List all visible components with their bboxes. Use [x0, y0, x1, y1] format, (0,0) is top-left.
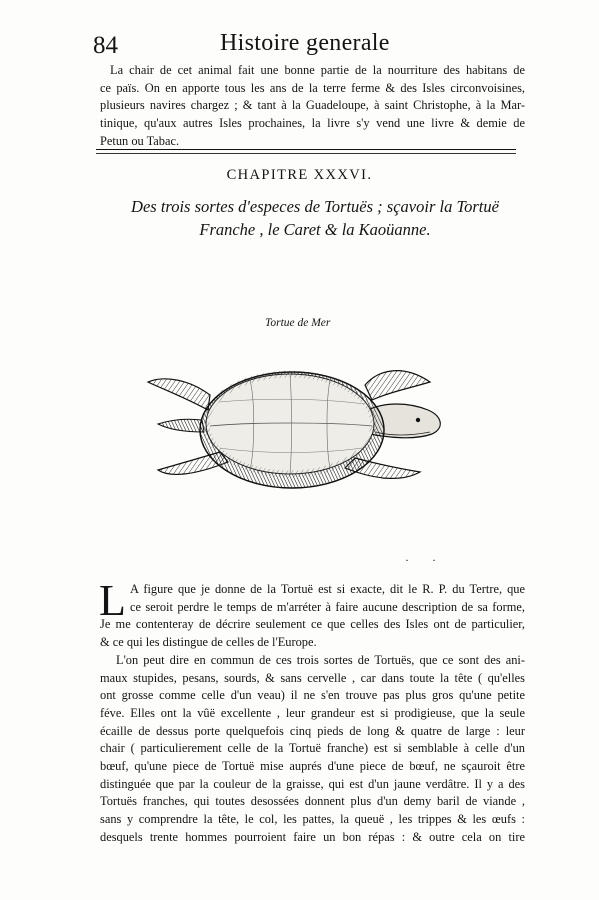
text-line: ce païs. On en apporte tous les ans de la terre ferme & des Isles circonvoisines,	[100, 80, 525, 95]
text-line: sans y comprendre la tête, le col, les pattes, la queuë , les trippes & les œufs :	[100, 812, 525, 827]
text-line: chair ( particulierement celle de la Tortuë franche) est si semblable à celle d'un	[100, 741, 525, 756]
text-line: tinique, qu'aux autres Isles prochaines, la livre s'y vend une livre & demie de	[100, 116, 525, 131]
text-line: écaille de dessus porte quelquefois cinq pieds de long & quatre de large : leur	[100, 723, 525, 738]
section-rule	[96, 149, 516, 150]
text-line: & ce qui les distingue de celles de l'Europe.	[100, 635, 317, 650]
figure-caption: Tortue de Mer	[265, 317, 331, 329]
text-line: Petun ou Tabac.	[100, 133, 180, 148]
text-line: distinguée que par la couleur de la graisse, qui est d'un jaune verdâtre. Il y a des	[100, 776, 525, 791]
running-title: Histoire generale	[220, 30, 390, 56]
body-text	[99, 576, 525, 847]
chapter-subtitle	[100, 195, 530, 241]
text-line: plusieurs navires chargez ; & tant à la Guadeloupe, à saint Christophe, à la Mar-	[100, 98, 525, 113]
text-line: Je me contenteray de décrire seulement ce que celles des Isles ont de particulier,	[100, 617, 525, 632]
sea-turtle-engraving	[140, 340, 450, 500]
text-line: bœuf, qu'une piece de Tortuë mise auprés d'une piece de bœuf, ne sçauroit être	[100, 759, 525, 774]
decorative-dots: · ·	[405, 553, 446, 567]
text-line: La chair de cet animal fait une bonne partie de la nourriture des habitans de	[110, 63, 525, 77]
text-line: ont grosse comme celle d'un veau) il ne s'en trouve pas plus gros qu'une petite	[100, 688, 525, 703]
text-line: ce seroit perdre le temps de m'arréter à faire aucune description de sa forme,	[130, 599, 525, 614]
section-rule-thin	[96, 153, 516, 154]
text-line: desquels trente hommes pourroient faire un bon répas : & outre cela on tire	[100, 829, 525, 844]
chapter-heading: CHAPITRE XXXVI.	[226, 167, 373, 183]
text-line: A figure que je donne de la Tortuë est si exacte, dit le R. P. du Tertre, que	[130, 582, 525, 596]
subtitle-line: Franche , le Caret & la Kaoüanne.	[199, 220, 431, 239]
drop-cap: L	[99, 576, 126, 625]
text-line: Tortuës franches, qui toutes desossées donnent plus d'un demy baril de viande ,	[100, 794, 525, 809]
subtitle-line: Des trois sortes d'especes de Tortuës ; sçavoir la Tortuë	[131, 197, 499, 216]
text-line: L'on peut dire en commun de ces trois sortes de Tortuës, que ce sont des ani-	[116, 652, 525, 667]
page-number: 84	[93, 32, 118, 59]
text-line: féve. Elles ont la vûë excellente , leur grandeur est si prodigieuse, que la seule	[100, 705, 525, 720]
top-paragraph	[100, 62, 525, 151]
text-line: maux stupides, pesans, sourds, & sans cervelle , car dans toute la tête ( qu'elles	[100, 670, 525, 685]
